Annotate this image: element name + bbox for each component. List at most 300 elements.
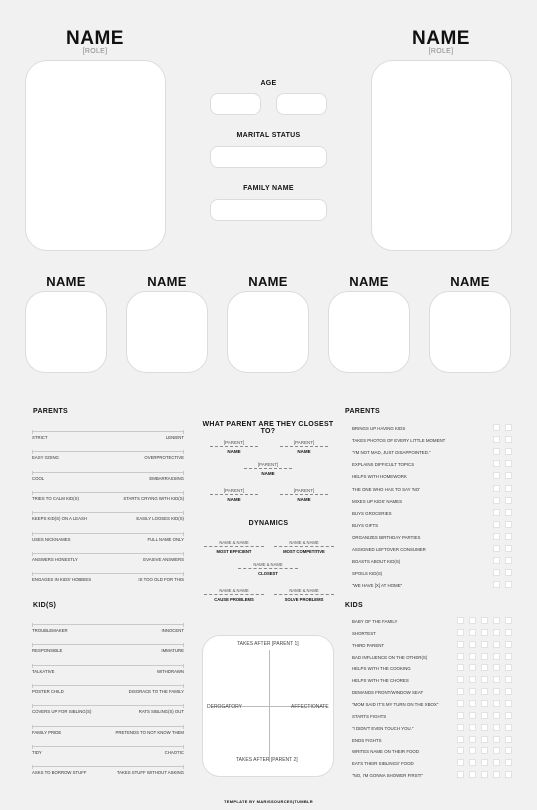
dynamics-placeholder: NAME & NAME xyxy=(204,540,264,547)
checkbox[interactable] xyxy=(469,771,476,778)
checkbox[interactable] xyxy=(505,641,512,648)
scale-right-label: DISGRACE TO THE FAMILY xyxy=(128,688,184,694)
checklist-row xyxy=(352,747,512,757)
checkbox[interactable] xyxy=(493,497,500,504)
checkbox-group xyxy=(457,747,512,754)
kid-name: NAME xyxy=(147,274,187,289)
checkbox-group xyxy=(457,629,512,636)
checkbox[interactable] xyxy=(493,545,500,552)
scale-right-label: IMMATURE xyxy=(161,648,184,654)
checkbox[interactable] xyxy=(481,759,488,766)
checkbox[interactable] xyxy=(457,629,464,636)
checklist-item-label: EATS THEIR SIBLINGS' FOOD xyxy=(352,761,414,767)
checkbox[interactable] xyxy=(481,641,488,648)
checkbox-group xyxy=(457,771,512,778)
checklist-item-label: "NO, I'M GONNA SHOWER FIRST!" xyxy=(352,773,424,779)
checklist-row xyxy=(352,759,512,769)
age-field-1[interactable] xyxy=(210,93,261,115)
checkbox[interactable] xyxy=(505,521,512,528)
closest-parent-placeholder: [PARENT] xyxy=(280,488,328,495)
kid-name: NAME xyxy=(46,274,86,289)
checklist-row xyxy=(352,545,512,555)
checklist-item-label: HELPS WITH HOMEWORK xyxy=(352,474,407,480)
scale-right-label: WITHDRAWN xyxy=(156,668,184,674)
checkbox-group xyxy=(457,700,512,707)
checkbox[interactable] xyxy=(469,664,476,671)
checkbox[interactable] xyxy=(457,676,464,683)
checkbox[interactable] xyxy=(505,485,512,492)
checkbox[interactable] xyxy=(469,688,476,695)
checkbox[interactable] xyxy=(493,759,500,766)
closest-parent-placeholder: [PARENT] xyxy=(244,462,292,469)
parent-right-name: NAME xyxy=(412,28,470,49)
checkbox[interactable] xyxy=(481,724,488,731)
checklist-row xyxy=(352,629,512,639)
kid-photo[interactable] xyxy=(25,291,107,373)
checkbox[interactable] xyxy=(505,688,512,695)
scale-right-label: FULL NAME ONLY xyxy=(147,536,184,542)
scale-right-label: RATS SIBLING(S) OUT xyxy=(138,709,184,715)
checklist-item-label: MIXES UP KIDS' NAMES xyxy=(352,498,403,504)
checklist-item-label: ASSIGNED LEFTOVER CONSUMER xyxy=(352,547,426,552)
checkbox-group xyxy=(457,712,512,719)
parent-left-photo[interactable] xyxy=(25,60,166,251)
scale-row[interactable] xyxy=(32,766,184,776)
checklist-item-label: STARTS FIGHTS xyxy=(352,713,387,719)
scale-row[interactable] xyxy=(32,644,184,654)
scale-bar[interactable] xyxy=(32,431,184,432)
scale-left-label: COVERS UP FOR SIBLING(S) xyxy=(32,709,92,715)
closest-title: WHAT PARENT ARE THEY CLOSEST TO? xyxy=(202,421,334,435)
scale-bar[interactable] xyxy=(32,726,184,727)
checkbox[interactable] xyxy=(493,509,500,516)
checklist-row xyxy=(352,712,512,722)
checkbox[interactable] xyxy=(493,629,500,636)
scale-bar[interactable] xyxy=(32,472,184,473)
scale-left-label: TROUBLEMAKER xyxy=(32,628,68,633)
plot-right-label: AFFECTIONATE xyxy=(291,704,329,710)
checkbox-group xyxy=(493,460,512,467)
checklist-row xyxy=(352,724,512,734)
checkbox[interactable] xyxy=(481,617,488,624)
checklist-row xyxy=(352,533,512,543)
checklist-item-label: HELPS WITH THE CHORES xyxy=(352,678,409,684)
checkbox[interactable] xyxy=(505,629,512,636)
scale-left-label: COOL xyxy=(32,475,45,481)
checkbox[interactable] xyxy=(469,617,476,624)
checklist-row xyxy=(352,736,512,746)
kid-photo[interactable] xyxy=(126,291,208,373)
checkbox-group xyxy=(457,724,512,731)
checkbox[interactable] xyxy=(493,700,500,707)
closest-slot[interactable] xyxy=(210,440,258,454)
dynamics-item-label: CAUSE PROBLEMS xyxy=(214,597,254,602)
parents-scale-title: PARENTS xyxy=(33,408,69,415)
checkbox[interactable] xyxy=(457,653,464,660)
checkbox[interactable] xyxy=(493,472,500,479)
checkbox[interactable] xyxy=(505,759,512,766)
scale-row[interactable] xyxy=(32,746,184,756)
checkbox[interactable] xyxy=(493,771,500,778)
scale-right-label: TAKES STUFF WITHOUT ASKING xyxy=(116,770,184,776)
dynamics-placeholder: NAME & NAME xyxy=(238,562,298,569)
scale-bar[interactable] xyxy=(32,492,184,493)
scale-left-label: KEEPS KID(S) ON A LEASH xyxy=(32,516,87,522)
scale-row[interactable] xyxy=(32,472,184,482)
checkbox[interactable] xyxy=(505,448,512,455)
dynamics-item-label: CLOSEST xyxy=(258,571,278,576)
scale-bar[interactable] xyxy=(32,573,184,574)
checklist-item-label: BRINGS UP HAVING KIDS xyxy=(352,426,406,431)
checkbox[interactable] xyxy=(505,569,512,576)
checklist-row xyxy=(352,771,512,781)
scale-bar[interactable] xyxy=(32,533,184,534)
checkbox-group xyxy=(457,653,512,660)
checkbox[interactable] xyxy=(457,617,464,624)
scale-left-label: FAMILY PRIDE xyxy=(32,729,62,735)
checklist-item-label: BAD INFLUENCE ON THE OTHER(S) xyxy=(352,654,428,660)
checkbox-group xyxy=(457,676,512,683)
scale-bar[interactable] xyxy=(32,766,184,767)
checkbox[interactable] xyxy=(481,653,488,660)
checkbox[interactable] xyxy=(505,436,512,443)
dynamics-slot[interactable] xyxy=(274,540,334,554)
scale-left-label: ENGAGES IN KIDS' HOBBIES xyxy=(32,577,92,583)
checkbox[interactable] xyxy=(469,712,476,719)
checkbox[interactable] xyxy=(493,581,500,588)
closest-name-label: NAME xyxy=(297,449,311,454)
scale-row[interactable] xyxy=(32,512,184,522)
checklist-row xyxy=(352,688,512,698)
kids-checklist-title: KIDS xyxy=(345,602,363,609)
checkbox-group xyxy=(457,664,512,671)
age-field-2[interactable] xyxy=(276,93,327,115)
checklist-item-label: THE ONE WHO HAS TO SAY 'NO' xyxy=(352,486,420,492)
dynamics-title: DYNAMICS xyxy=(248,520,289,527)
dynamics-slot[interactable] xyxy=(204,588,264,602)
checkbox-group xyxy=(457,736,512,743)
kid-photo[interactable] xyxy=(328,291,410,373)
checkbox[interactable] xyxy=(457,771,464,778)
scale-row[interactable] xyxy=(32,451,184,461)
scale-bar[interactable] xyxy=(32,451,184,452)
checklist-row xyxy=(352,460,512,470)
closest-slot[interactable] xyxy=(244,462,292,476)
checklist-row xyxy=(352,676,512,686)
checkbox[interactable] xyxy=(457,736,464,743)
checkbox[interactable] xyxy=(493,569,500,576)
checklist-item-label: HELPS WITH THE COOKING xyxy=(352,666,411,672)
kid-photo[interactable] xyxy=(227,291,309,373)
checklist-item-label: ORGANIZES BIRTHDAY PARTIES xyxy=(352,534,421,540)
checklist-row xyxy=(352,448,512,458)
checkbox-group xyxy=(493,448,512,455)
checkbox[interactable] xyxy=(469,724,476,731)
checkbox[interactable] xyxy=(505,497,512,504)
closest-name-label: NAME xyxy=(261,471,275,476)
checkbox[interactable] xyxy=(493,436,500,443)
checklist-item-label: WRITES NAME ON THEIR FOOD xyxy=(352,749,419,755)
checkbox[interactable] xyxy=(493,724,500,731)
checkbox[interactable] xyxy=(457,688,464,695)
checkbox[interactable] xyxy=(469,747,476,754)
parent-right-photo[interactable] xyxy=(371,60,512,251)
checklist-item-label: "I'M NOT MAD, JUST DISAPPOINTED." xyxy=(352,450,431,456)
closest-slot[interactable] xyxy=(280,440,328,454)
family-name-field[interactable] xyxy=(210,199,327,221)
plot-bottom-label: TAKES AFTER [PARENT 2] xyxy=(236,757,298,763)
checkbox[interactable] xyxy=(481,700,488,707)
checkbox[interactable] xyxy=(493,736,500,743)
age-label: AGE xyxy=(260,80,277,87)
scale-right-label: OVERPROTECTIVE xyxy=(144,455,184,461)
checkbox[interactable] xyxy=(481,688,488,695)
checkbox[interactable] xyxy=(505,581,512,588)
checklist-row xyxy=(352,581,512,591)
checkbox[interactable] xyxy=(469,759,476,766)
scale-bar[interactable] xyxy=(32,746,184,747)
checkbox[interactable] xyxy=(493,485,500,492)
parent-right-role: [ROLE] xyxy=(428,48,454,55)
marital-status-label: MARITAL STATUS xyxy=(236,132,301,139)
kids-scale-title: KID(S) xyxy=(33,602,57,609)
checkbox[interactable] xyxy=(457,747,464,754)
scale-left-label: TIDY xyxy=(32,749,42,755)
scale-bar[interactable] xyxy=(32,665,184,666)
scale-right-label: CHAOTIC xyxy=(164,749,184,755)
checkbox[interactable] xyxy=(481,629,488,636)
checkbox[interactable] xyxy=(505,724,512,731)
scale-bar[interactable] xyxy=(32,512,184,513)
scale-right-label: LENIENT xyxy=(165,435,184,440)
checklist-item-label: EXPLAINS DIFFICULT TOPICS xyxy=(352,462,415,468)
checkbox-group xyxy=(493,424,512,431)
scale-left-label: TRIES TO CALM KID(S) xyxy=(32,495,79,501)
scale-bar[interactable] xyxy=(32,624,184,625)
dynamics-slot[interactable] xyxy=(204,540,264,554)
scale-left-label: EASY GOING xyxy=(32,455,59,461)
checkbox-group xyxy=(493,485,512,492)
checkbox-group xyxy=(493,521,512,528)
scale-row[interactable] xyxy=(32,492,184,502)
checkbox[interactable] xyxy=(457,712,464,719)
checkbox[interactable] xyxy=(493,747,500,754)
scale-left-label: ANSWERS HONESTLY xyxy=(32,556,78,562)
checkbox[interactable] xyxy=(493,617,500,624)
checklist-row xyxy=(352,485,512,495)
scale-right-label: EVASIVE ANSWERS xyxy=(143,556,184,562)
checkbox[interactable] xyxy=(457,641,464,648)
checkbox[interactable] xyxy=(505,460,512,467)
scale-left-label: STRICT xyxy=(32,435,48,440)
checklist-item-label: DEMANDS FRONT/WINDOW SEAT xyxy=(352,690,424,696)
dynamics-placeholder: NAME & NAME xyxy=(274,540,334,547)
checklist-item-label: TAKES PHOTOS OF EVERY LITTLE MOMENT xyxy=(352,438,446,444)
kid-name: NAME xyxy=(248,274,288,289)
checkbox[interactable] xyxy=(493,688,500,695)
checklist-item-label: BOASTS ABOUT KID(S) xyxy=(352,559,401,565)
checkbox-group xyxy=(493,509,512,516)
checklist-item-label: ENDS FIGHTS xyxy=(352,737,382,743)
kid-photo[interactable] xyxy=(429,291,511,373)
closest-parent-placeholder: [PARENT] xyxy=(280,440,328,447)
dynamics-slot[interactable] xyxy=(238,562,298,576)
checklist-item-label: BABY OF THE FAMILY xyxy=(352,619,398,624)
parent-left-name: NAME xyxy=(66,28,124,49)
scale-row[interactable] xyxy=(32,533,184,543)
marital-status-field[interactable] xyxy=(210,146,327,168)
checkbox-group xyxy=(457,641,512,648)
closest-name-label: NAME xyxy=(297,497,311,502)
checklist-row xyxy=(352,664,512,674)
scale-right-label: IS TOO OLD FOR THIS xyxy=(138,577,184,583)
dynamics-placeholder: NAME & NAME xyxy=(274,588,334,595)
checklist-row xyxy=(352,436,512,446)
family-name-label: FAMILY NAME xyxy=(243,185,294,192)
checkbox[interactable] xyxy=(505,747,512,754)
scale-row[interactable] xyxy=(32,665,184,675)
checkbox-group xyxy=(493,497,512,504)
checkbox-group xyxy=(457,688,512,695)
checklist-row xyxy=(352,424,512,434)
checkbox[interactable] xyxy=(505,557,512,564)
checkbox[interactable] xyxy=(469,653,476,660)
checkbox-group xyxy=(493,472,512,479)
checkbox[interactable] xyxy=(505,653,512,660)
scale-row[interactable] xyxy=(32,573,184,583)
checkbox-group xyxy=(493,557,512,564)
checkbox[interactable] xyxy=(481,771,488,778)
scale-left-label: POSTER CHILD xyxy=(32,688,64,694)
closest-parent-placeholder: [PARENT] xyxy=(210,488,258,495)
checkbox[interactable] xyxy=(469,700,476,707)
checklist-row xyxy=(352,521,512,531)
checkbox[interactable] xyxy=(493,448,500,455)
checkbox-group xyxy=(493,436,512,443)
closest-slot[interactable] xyxy=(280,488,328,502)
checklist-row xyxy=(352,617,512,627)
dynamics-placeholder: NAME & NAME xyxy=(204,588,264,595)
checkbox[interactable] xyxy=(505,700,512,707)
checkbox[interactable] xyxy=(469,676,476,683)
checklist-item-label: THIRD PARENT xyxy=(352,642,385,648)
checkbox[interactable] xyxy=(505,664,512,671)
checkbox[interactable] xyxy=(493,676,500,683)
dynamics-slot[interactable] xyxy=(274,588,334,602)
checkbox-group xyxy=(457,759,512,766)
checkbox[interactable] xyxy=(469,736,476,743)
checkbox[interactable] xyxy=(493,712,500,719)
scale-right-label: EMBARRASSING xyxy=(149,475,184,481)
dynamics-item-label: SOLVE PROBLEMS xyxy=(284,597,324,602)
plot-left-label: DEROGATORY xyxy=(207,704,243,710)
scale-right-label: PRETENDS TO NOT KNOW THEM xyxy=(115,729,184,735)
scale-left-label: TALKATIVE xyxy=(32,668,55,674)
closest-name-label: NAME xyxy=(227,497,241,502)
checkbox[interactable] xyxy=(505,712,512,719)
checkbox[interactable] xyxy=(505,472,512,479)
checkbox[interactable] xyxy=(457,700,464,707)
scale-left-label: USES NICKNAMES xyxy=(32,536,71,542)
checkbox[interactable] xyxy=(505,545,512,552)
checkbox[interactable] xyxy=(457,664,464,671)
scale-row[interactable] xyxy=(32,553,184,563)
scale-bar[interactable] xyxy=(32,685,184,686)
scale-row[interactable] xyxy=(32,685,184,695)
checkbox-group xyxy=(493,533,512,540)
checkbox[interactable] xyxy=(481,664,488,671)
checkbox[interactable] xyxy=(481,736,488,743)
checklist-row xyxy=(352,569,512,579)
checklist-row xyxy=(352,557,512,567)
footer-credit: TEMPLATE BY MARISSOURCES|TUMBLR xyxy=(224,799,313,804)
checkbox[interactable] xyxy=(505,533,512,540)
closest-parent-placeholder: [PARENT] xyxy=(210,440,258,447)
checkbox[interactable] xyxy=(505,676,512,683)
checkbox[interactable] xyxy=(493,533,500,540)
checkbox[interactable] xyxy=(493,653,500,660)
dynamics-item-label: MOST EFFICIENT xyxy=(216,549,252,554)
checklist-row xyxy=(352,641,512,651)
checklist-item-label: BUYS GIFTS xyxy=(352,522,379,528)
kid-name: NAME xyxy=(349,274,389,289)
closest-name-label: NAME xyxy=(227,449,241,454)
checkbox[interactable] xyxy=(505,617,512,624)
checkbox[interactable] xyxy=(481,712,488,719)
scale-right-label: EASILY LOOSES KID(S) xyxy=(136,516,184,522)
scale-row[interactable] xyxy=(32,726,184,736)
checklist-item-label: "I DIDN'T EVEN TOUCH YOU." xyxy=(352,725,414,731)
checklist-row xyxy=(352,472,512,482)
checkbox[interactable] xyxy=(457,759,464,766)
checkbox[interactable] xyxy=(505,771,512,778)
checklist-row xyxy=(352,700,512,710)
checkbox[interactable] xyxy=(505,736,512,743)
scale-row[interactable] xyxy=(32,705,184,715)
closest-slot[interactable] xyxy=(210,488,258,502)
checkbox[interactable] xyxy=(493,664,500,671)
checkbox[interactable] xyxy=(469,629,476,636)
scale-bar[interactable] xyxy=(32,553,184,554)
checkbox[interactable] xyxy=(481,747,488,754)
checkbox[interactable] xyxy=(493,521,500,528)
checkbox[interactable] xyxy=(481,676,488,683)
checklist-row xyxy=(352,497,512,507)
checkbox[interactable] xyxy=(493,460,500,467)
checkbox[interactable] xyxy=(493,424,500,431)
scale-bar[interactable] xyxy=(32,644,184,645)
scale-row[interactable] xyxy=(32,624,184,634)
checklist-item-label: SHORTEST xyxy=(352,630,376,636)
dynamics-item-label: MOST COMPETITIVE xyxy=(283,549,325,554)
checkbox[interactable] xyxy=(505,424,512,431)
scale-right-label: STARTS CRYING WITH KID(S) xyxy=(123,495,184,501)
checkbox[interactable] xyxy=(469,641,476,648)
checkbox[interactable] xyxy=(493,641,500,648)
checkbox[interactable] xyxy=(493,557,500,564)
scale-left-label: RESPONSIBLE xyxy=(32,648,63,654)
checkbox-group xyxy=(493,545,512,552)
scale-bar[interactable] xyxy=(32,705,184,706)
parent-left-role: [ROLE] xyxy=(82,48,108,55)
checklist-item-label: "MOM SAID IT'S MY TURN ON THE XBOX" xyxy=(352,701,439,707)
kid-name: NAME xyxy=(450,274,490,289)
checkbox-group xyxy=(493,581,512,588)
checkbox[interactable] xyxy=(505,509,512,516)
checkbox[interactable] xyxy=(457,724,464,731)
scale-row[interactable] xyxy=(32,431,184,441)
checkbox-group xyxy=(457,617,512,624)
